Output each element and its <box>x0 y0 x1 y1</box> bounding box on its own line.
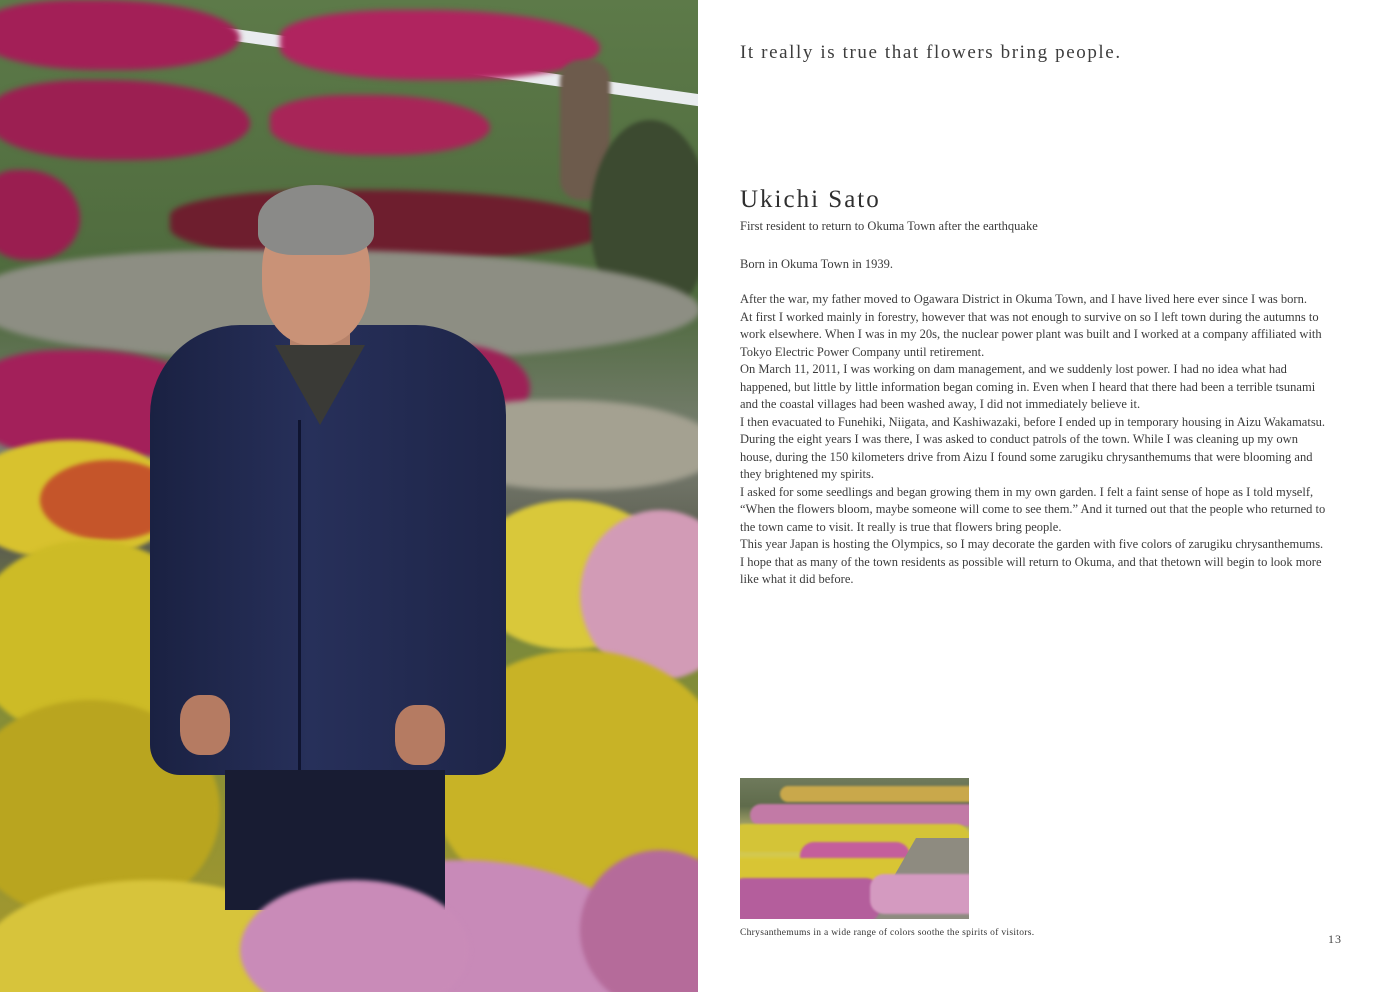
flower-row-yellow <box>780 786 969 802</box>
flower-bed-magenta <box>280 10 600 80</box>
jacket-zipper <box>298 420 301 770</box>
profile-role: First resident to return to Okuma Town after the earthquake <box>740 219 1038 233</box>
flower-row-pink <box>740 878 880 919</box>
page-number: 13 <box>1328 932 1342 946</box>
portrait-subject <box>150 185 510 905</box>
body-paragraph: After the war, my father moved to Ogawara District in Okuma Town, and I have lived here ever since I was born. <box>740 292 1307 306</box>
flower-row-pink <box>750 804 969 826</box>
flower-row-pink <box>870 874 969 914</box>
body-paragraph: I then evacuated to Funehiki, Niigata, and Kashiwazaki, before I ended up in temporary housing in Aizu Wakamatsu. <box>740 414 1326 429</box>
article-page <box>698 0 1398 992</box>
portrait-photo <box>0 0 698 992</box>
profile-born: Born in Okuma Town in 1939. <box>740 257 894 271</box>
flower-bed-magenta <box>0 80 250 160</box>
article-body <box>740 291 1330 589</box>
profile-name: Ukichi Sato <box>740 186 881 213</box>
gray-hair <box>258 185 374 255</box>
photo-caption: Chrysanthemums in a wide range of colors soothe the spirits of visitors. <box>740 928 1035 938</box>
body-paragraph: This year Japan is hosting the Olympics, so I may decorate the garden with five colors of zarugiku chrysanthemums. I hope that as many of the town residents as possible will return to Okuma, and that thetown will begin to look more like what it did before. <box>740 537 1324 586</box>
body-paragraph: During the eight years I was there, I was asked to conduct patrols of the town. While I was cleaning up my own house, during the 150 kilometers drive from Aizu I found some zarugiku chrysanthemums that were blooming and they brightened my spirits. <box>740 432 1313 481</box>
flower-bed-magenta <box>0 170 80 260</box>
body-paragraph: On March 11, 2011, I was working on dam management, and we suddenly lost power. I had no idea what had happened, but little by little information began coming in. Even when I heard that there had been a terrible tsunami and the coastal villages had been washed away, I did not immediately believe it. <box>740 362 1316 411</box>
body-paragraph: At first I worked mainly in forestry, however that was not enough to survive on so I left town during the autumns to work elsewhere. When I was in my 20s, the nuclear power plant was built and I worked at a company affiliated with Tokyo Electric Power Company until retirement. <box>740 309 1322 359</box>
body-paragraph: I asked for some seedlings and began growing them in my own garden. I felt a faint sense of hope as I told myself, “When the flowers bloom, maybe someone will come to see them.” And it turned out that the people who returned to the town came to visit. It really is true that flowers bring people. <box>740 484 1326 534</box>
flower-bed-magenta <box>0 0 240 70</box>
flower-bed-magenta <box>270 95 490 155</box>
chrysanthemum-garden-photo <box>740 778 969 919</box>
right-hand <box>395 705 445 765</box>
left-hand <box>180 695 230 755</box>
article-headline: It really is true that flowers bring people. <box>740 42 1122 63</box>
